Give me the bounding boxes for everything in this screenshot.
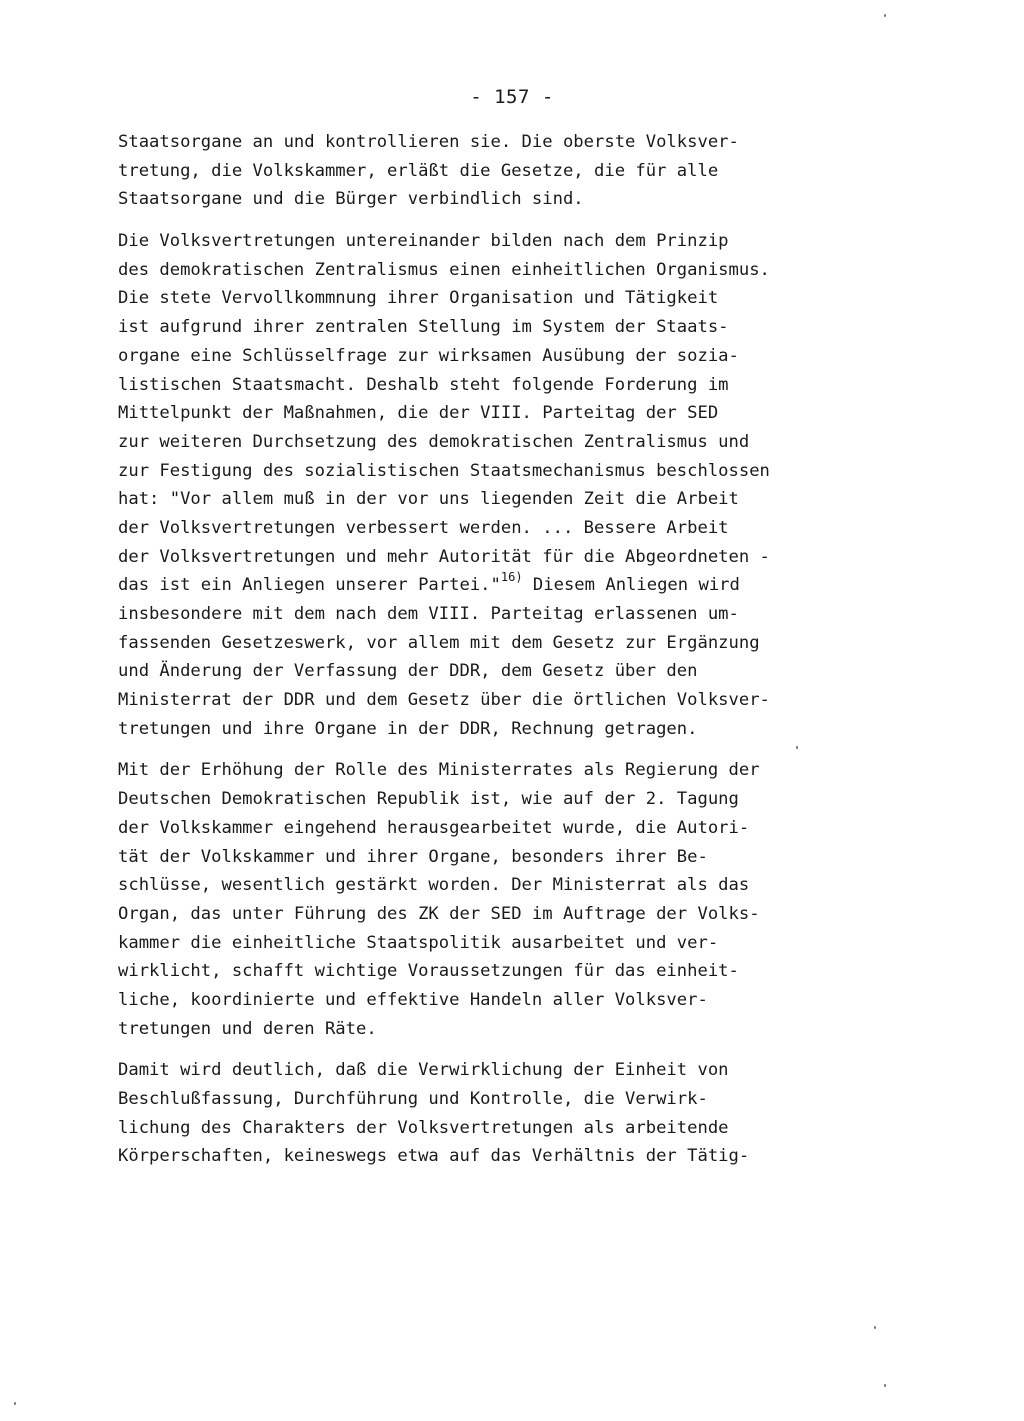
text-line: fassenden Gesetzeswerk, vor allem mit dem Gesetz zur Ergänzung [118, 632, 760, 653]
text-line: Staatsorgane an und kontrollieren sie. Die oberste Volksver- [118, 132, 739, 152]
text-line: organe eine Schlüsselfrage zur wirksamen Ausübung der sozia- [118, 345, 739, 366]
text-line: wirklicht, schafft wichtige Voraussetzungen für das einheit- [118, 961, 739, 982]
text-line: Körperschaften, keineswegs etwa auf das Verhältnis der Tätig- [118, 1146, 750, 1167]
body-text [118, 128, 878, 1171]
text-line: Deutschen Demokratischen Republik ist, wie auf der 2. Tagung [118, 789, 739, 810]
text-line: Organ, das unter Führung des ZK der SED im Auftrage der Volks- [118, 903, 760, 924]
paragraph [118, 227, 878, 743]
footnote-marker: 16) [500, 570, 523, 585]
text-line: Mit der Erhöhung der Rolle des Ministerrates als Regierung der [118, 760, 760, 781]
text-line: ist aufgrund ihrer zentralen Stellung im System der Staats- [118, 317, 729, 338]
text-line: der Volksvertretungen verbessert werden. ... Bessere Arbeit [118, 517, 729, 538]
text-line: des demokratischen Zentralismus einen einheitlichen Organismus. [118, 259, 770, 280]
text-line: zur weiteren Durchsetzung des demokratischen Zentralismus und [118, 431, 750, 452]
text-line: tät der Volkskammer und ihrer Organe, besonders ihrer Be- [118, 846, 708, 867]
paragraph [118, 756, 878, 1043]
text-line: der Volkskammer eingehend herausgearbeitet wurde, die Autori- [118, 817, 750, 838]
text-line: Staatsorgane und die Bürger verbindlich sind. [118, 189, 584, 210]
page-number: - 157 - [470, 86, 554, 108]
text-line: tretungen und deren Räte. [118, 1018, 377, 1039]
text-line: und Änderung der Verfassung der DDR, dem Gesetz über den [118, 661, 698, 682]
text-line: insbesondere mit dem nach dem VIII. Parteitag erlassenen um- [118, 604, 739, 624]
text-line: kammer die einheitliche Staatspolitik ausarbeitet und ver- [118, 932, 719, 953]
scan-speck [796, 746, 798, 749]
text-line: lichung des Charakters der Volksvertretungen als arbeitende [118, 1117, 729, 1138]
text-line: Mittelpunkt der Maßnahmen, die der VIII. Parteitag der SED [118, 403, 719, 424]
text-fragment: Diesem Anliegen wird [522, 575, 740, 596]
text-line: liche, koordinierte und effektive Handeln aller Volksver- [118, 989, 708, 1010]
text-line: hat: "Vor allem muß in der vor uns liegenden Zeit die Arbeit [118, 489, 739, 510]
text-line: Die Volksvertretungen untereinander bilden nach dem Prinzip [118, 231, 729, 252]
text-line: zur Festigung des sozialistischen Staatsmechanismus beschlossen [118, 460, 770, 481]
text-line: listischen Staatsmacht. Deshalb steht folgende Forderung im [118, 374, 729, 395]
text-line-with-footnote [118, 571, 878, 600]
text-fragment: das ist ein Anliegen unserer Partei." [118, 575, 501, 596]
text-line: Ministerrat der DDR und dem Gesetz über die örtlichen Volksver- [118, 690, 770, 711]
paragraph [118, 128, 878, 214]
text-line: der Volksvertretungen und mehr Autorität für die Abgeordneten - [118, 546, 770, 567]
scan-speck [874, 1326, 876, 1329]
scan-speck [14, 1402, 16, 1405]
text-line: tretungen und ihre Organe in der DDR, Rechnung getragen. [118, 718, 698, 739]
scan-speck [884, 14, 886, 17]
text-line: tretung, die Volkskammer, erläßt die Gesetze, die für alle [118, 160, 719, 181]
text-line: Damit wird deutlich, daß die Verwirklichung der Einheit von [118, 1060, 729, 1081]
paragraph [118, 1056, 878, 1171]
text-line: schlüsse, wesentlich gestärkt worden. Der Ministerrat als das [118, 875, 750, 896]
text-line: Beschlußfassung, Durchführung und Kontrolle, die Verwirk- [118, 1089, 708, 1109]
scan-speck [884, 1384, 886, 1387]
text-line: Die stete Vervollkommnung ihrer Organisation und Tätigkeit [118, 288, 719, 309]
